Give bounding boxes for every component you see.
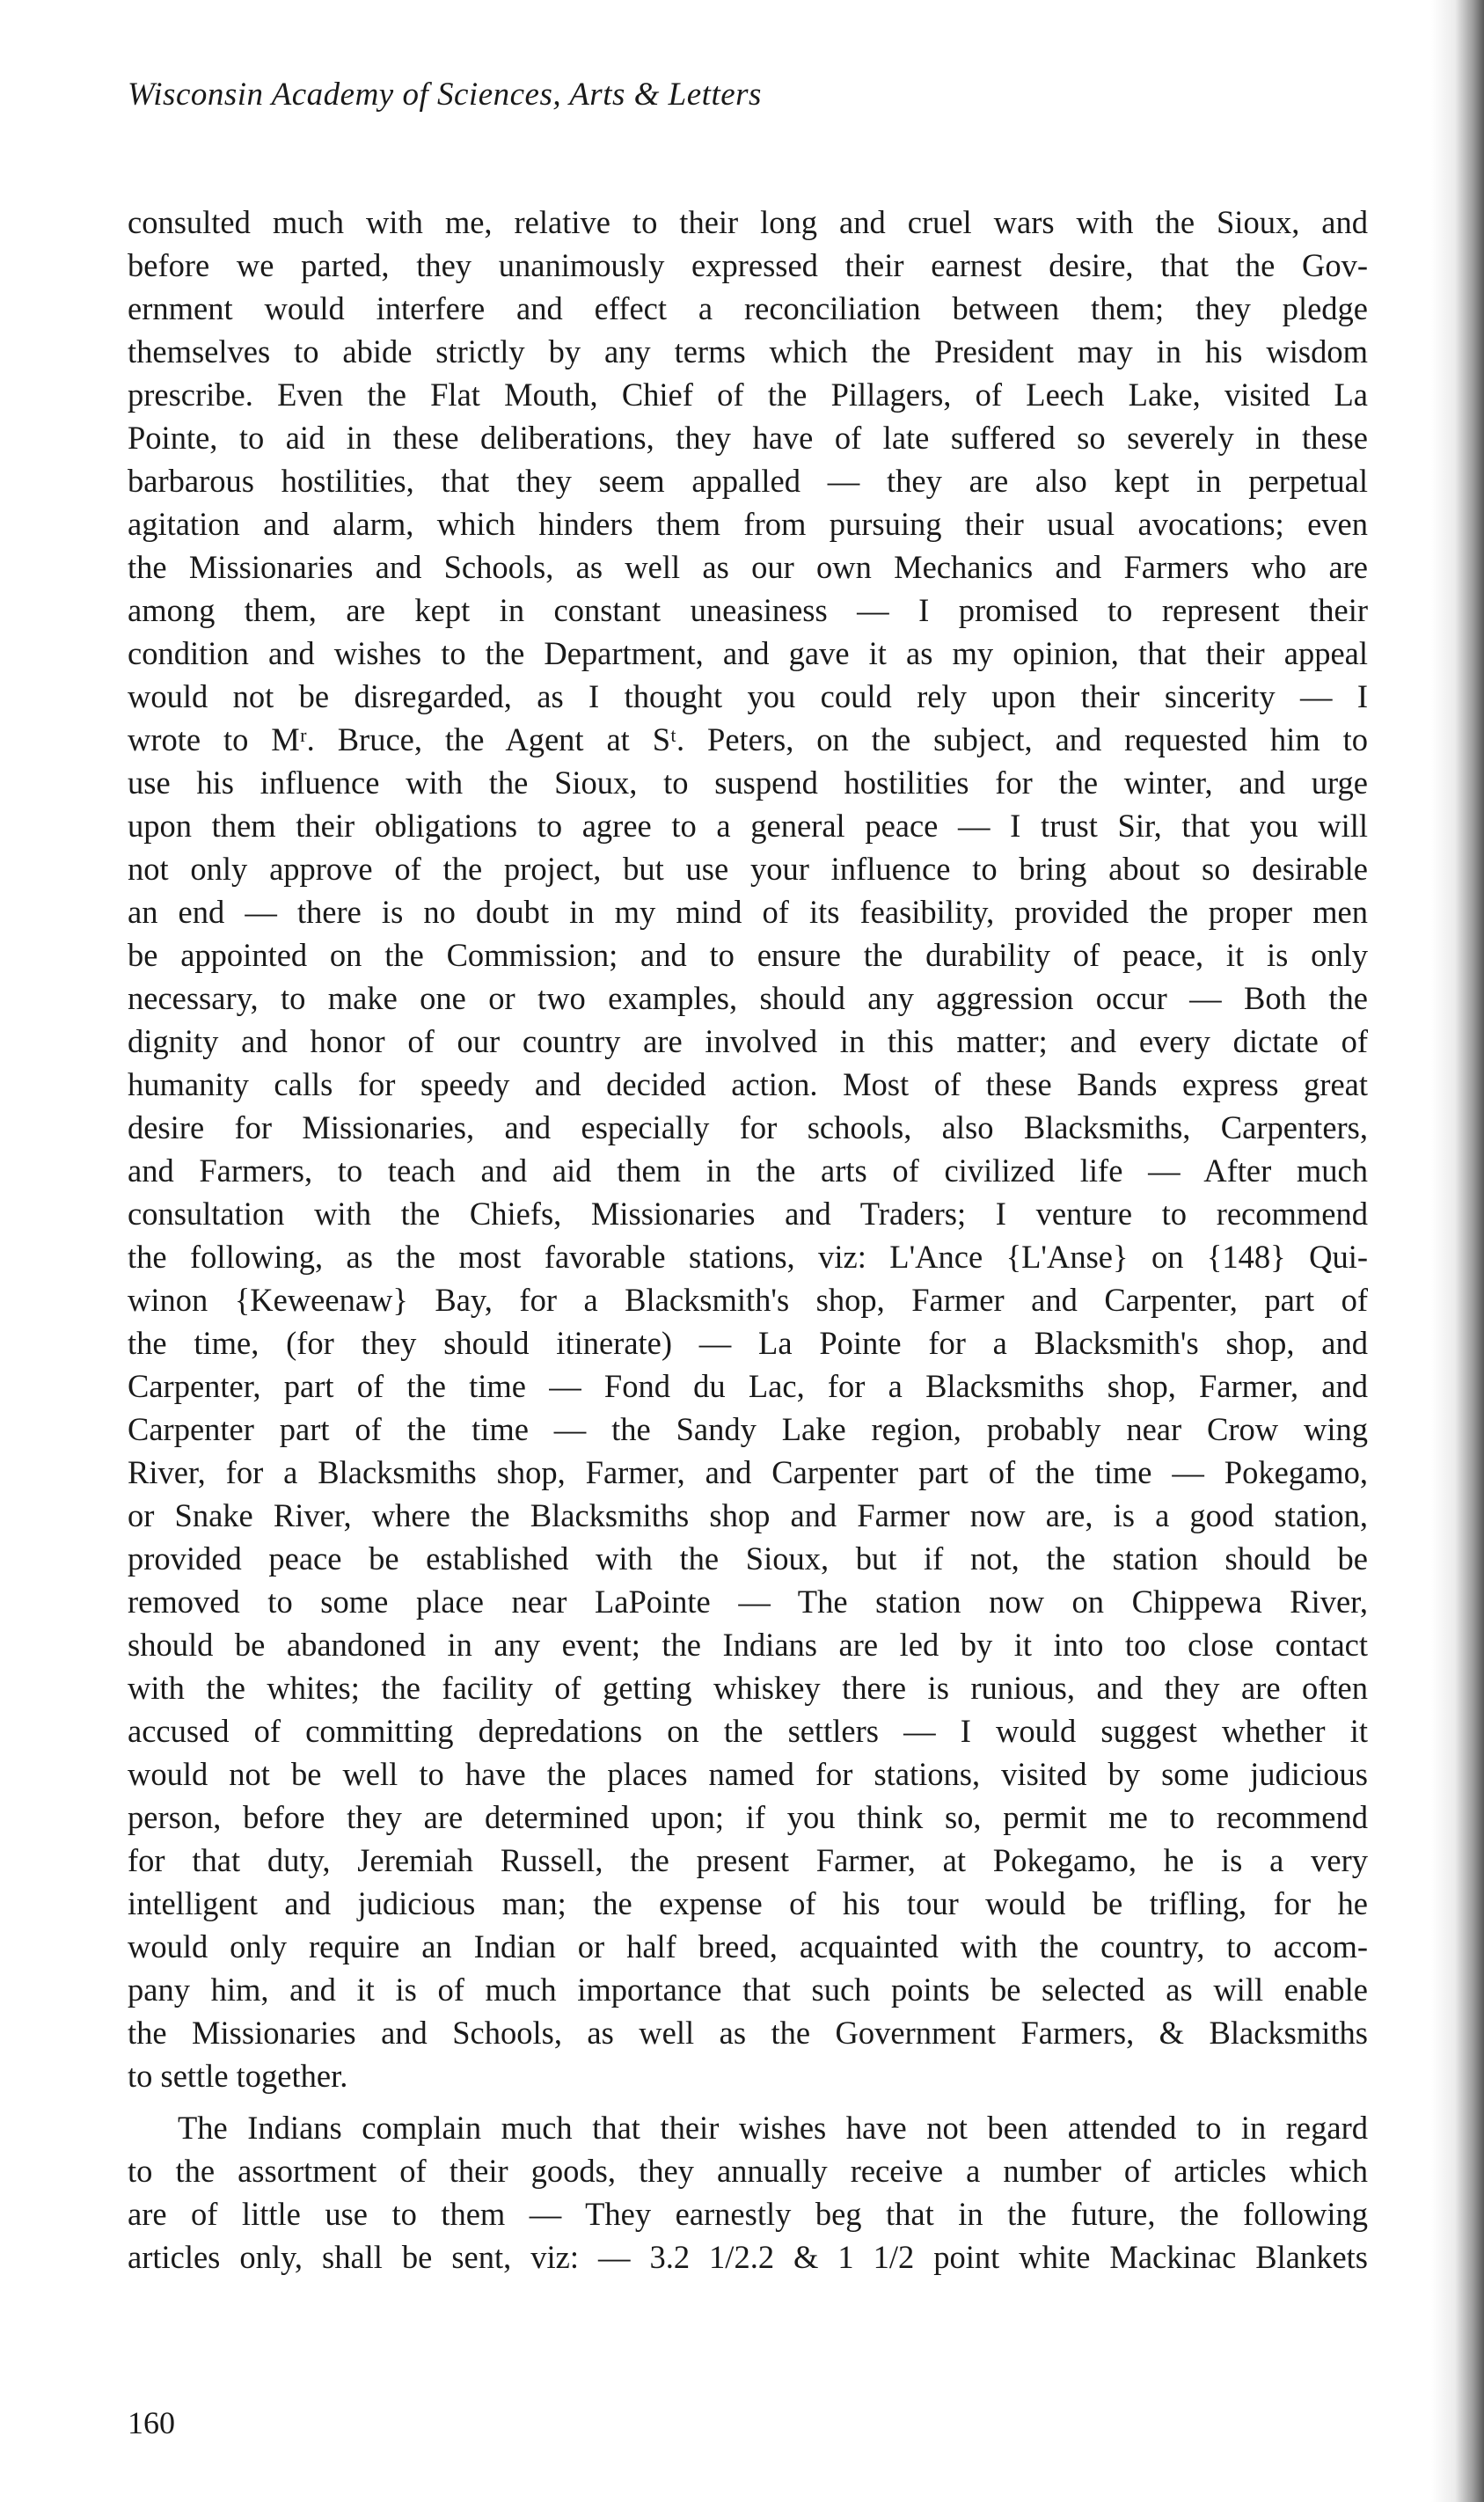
page-edge-shadow bbox=[1431, 0, 1484, 2502]
text-line: among them, are kept in constant uneasiness — I promised to represent their bbox=[128, 592, 1368, 628]
text-line: consultation with the Chiefs, Missionaries and Traders; I venture to recommend bbox=[128, 1196, 1368, 1232]
text-line: use his influence with the Sioux, to suspend hostilities for the winter, and urge bbox=[128, 764, 1368, 801]
body-text bbox=[128, 201, 1368, 2279]
text-line: accused of committing depredations on the settlers — I would suggest whether it bbox=[128, 1713, 1368, 1749]
text-line: condition and wishes to the Department, and gave it as my opinion, that their appeal bbox=[128, 635, 1368, 671]
text-line: the Missionaries and Schools, as well as our own Mechanics and Farmers who are bbox=[128, 549, 1368, 585]
text-line: consulted much with me, relative to their long and cruel wars with the Sioux, and bbox=[128, 204, 1368, 240]
text-line: dignity and honor of our country are involved in this matter; and every dictate of bbox=[128, 1023, 1368, 1059]
paragraph-1 bbox=[128, 201, 1368, 2097]
text-line: before we parted, they unanimously expressed their earnest desire, that the Gov- bbox=[128, 247, 1368, 283]
text-line: River, for a Blacksmiths shop, Farmer, and Carpenter part of the time — Pokegamo, bbox=[128, 1454, 1368, 1490]
text-line: or Snake River, where the Blacksmiths shop and Farmer now are, is a good station, bbox=[128, 1497, 1368, 1533]
text-line: provided peace be established with the Sioux, but if not, the station should be bbox=[128, 1540, 1368, 1577]
text-line: The Indians complain much that their wishes have not been attended to in regard bbox=[178, 2110, 1368, 2146]
text-line: wrote to Mʳ. Bruce, the Agent at Sᵗ. Peters, on the subject, and requested him to bbox=[128, 721, 1368, 757]
text-line: the time, (for they should itinerate) — La Pointe for a Blacksmith's shop, and bbox=[128, 1325, 1368, 1361]
text-line: would not be disregarded, as I thought you could rely upon their sincerity — I bbox=[128, 678, 1368, 714]
text-line: would not be well to have the places named for stations, visited by some judicious bbox=[128, 1756, 1368, 1792]
text-line: ernment would interfere and effect a reconciliation between them; they pledge bbox=[128, 290, 1368, 326]
text-line: an end — there is no doubt in my mind of its feasibility, provided the proper men bbox=[128, 894, 1368, 930]
text-line: and Farmers, to teach and aid them in the arts of civilized life — After much bbox=[128, 1152, 1368, 1189]
text-line: the Missionaries and Schools, as well as the Government Farmers, & Blacksmiths bbox=[128, 2015, 1368, 2051]
text-line: necessary, to make one or two examples, should any aggression occur — Both the bbox=[128, 980, 1368, 1016]
text-line: intelligent and judicious man; the expense of his tour would be trifling, for he bbox=[128, 1885, 1368, 1921]
text-line: humanity calls for speedy and decided action. Most of these Bands express great bbox=[128, 1066, 1368, 1102]
text-line: Carpenter part of the time — the Sandy Lake region, probably near Crow wing bbox=[128, 1411, 1368, 1447]
text-line: upon them their obligations to agree to a general peace — I trust Sir, that you will bbox=[128, 808, 1368, 844]
text-line: with the whites; the facility of getting whiskey there is runious, and they are often bbox=[128, 1670, 1368, 1706]
text-line: for that duty, Jeremiah Russell, the present Farmer, at Pokegamo, he is a very bbox=[128, 1842, 1368, 1878]
running-head: Wisconsin Academy of Sciences, Arts & Letters bbox=[128, 77, 762, 113]
text-line: agitation and alarm, which hinders them from pursuing their usual avocations; even bbox=[128, 506, 1368, 542]
paragraph-2 bbox=[128, 2106, 1368, 2279]
text-line: Pointe, to aid in these deliberations, they have of late suffered so severely in these bbox=[128, 420, 1368, 456]
text-line: the following, as the most favorable stations, viz: L'Ance {L'Anse} on {148} Qui- bbox=[128, 1239, 1368, 1275]
text-line: winon {Keweenaw} Bay, for a Blacksmith's shop, Farmer and Carpenter, part of bbox=[128, 1282, 1368, 1318]
text-line: be appointed on the Commission; and to ensure the durability of peace, it is only bbox=[128, 937, 1368, 973]
text-line: person, before they are determined upon; if you think so, permit me to recommend bbox=[128, 1799, 1368, 1835]
text-line: prescribe. Even the Flat Mouth, Chief of the Pillagers, of Leech Lake, visited La bbox=[128, 377, 1368, 413]
text-line: articles only, shall be sent, viz: — 3.2 1/2.2 & 1 1/2 point white Mackinac Blankets bbox=[128, 2239, 1368, 2275]
text-line: barbarous hostilities, that they seem appalled — they are also kept in perpetual bbox=[128, 463, 1368, 499]
text-line: not only approve of the project, but use your influence to bring about so desirable bbox=[128, 851, 1368, 887]
text-line: are of little use to them — They earnestly beg that in the future, the following bbox=[128, 2196, 1368, 2232]
text-line: desire for Missionaries, and especially for schools, also Blacksmiths, Carpenters, bbox=[128, 1109, 1368, 1145]
text-line: would only require an Indian or half breed, acquainted with the country, to accom- bbox=[128, 1928, 1368, 1964]
text-line: Carpenter, part of the time — Fond du Lac, for a Blacksmiths shop, Farmer, and bbox=[128, 1368, 1368, 1404]
text-line: removed to some place near LaPointe — The station now on Chippewa River, bbox=[128, 1584, 1368, 1620]
text-line: should be abandoned in any event; the Indians are led by it into too close contact bbox=[128, 1627, 1368, 1663]
text-line: themselves to abide strictly by any terms which the President may in his wisdom bbox=[128, 333, 1368, 369]
text-line: to the assortment of their goods, they annually receive a number of articles which bbox=[128, 2153, 1368, 2189]
text-line: to settle together. bbox=[128, 2058, 348, 2094]
page-number: 160 bbox=[128, 2405, 175, 2440]
text-line: pany him, and it is of much importance that such points be selected as will enable bbox=[128, 1972, 1368, 2008]
